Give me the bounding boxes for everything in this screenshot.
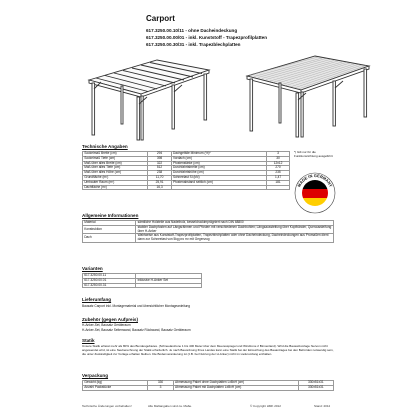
tech-label: Dachfläche (m²) <box>83 185 148 190</box>
model-line-1: 617.3250.00.10/11 - ohne Dacheindeckung <box>146 28 238 33</box>
tech-value: 235 <box>267 171 290 176</box>
variants-table <box>82 273 202 288</box>
tech-table <box>82 151 290 190</box>
materials-label: Material <box>83 221 136 226</box>
accessories-heading: Zubehör (gegen Aufpreis) <box>82 317 138 322</box>
packaging-value: 330 <box>148 381 173 386</box>
tech-label: Pfostenabstand seitlich (cm) <box>171 180 266 185</box>
variant-desc: inklusive H-Anker Set <box>136 278 202 283</box>
materials-label: Dach <box>83 234 136 243</box>
page-title: Carport <box>146 14 175 23</box>
tech-label: Grundfläche (m²) <box>83 175 148 180</box>
tech-value: 30 <box>267 156 290 161</box>
variants-heading: Varianten <box>82 266 103 271</box>
materials-value: sämtliche Holzteile aus Nadelholz, kesseldruckimprägniert nach DIN 68800 <box>136 221 334 226</box>
carport-frame-drawing <box>89 60 209 140</box>
table-row <box>83 283 202 288</box>
tech-value: 3 <box>267 152 290 157</box>
carport-roofed-drawing <box>247 56 369 137</box>
tech-label: Maß über alles Höhe (cm) <box>83 171 148 176</box>
tech-value: 294 <box>148 152 171 157</box>
packaging-value: 3 <box>148 385 173 390</box>
made-in-germany-seal-icon <box>294 172 336 214</box>
accessories-text-2: H-Anker-Set, Bausatz Seitenwand, Bausatz Rückwand, Bausatz Geräteraum <box>82 328 191 332</box>
tech-label: Maß über alles Breite (cm) <box>83 161 148 166</box>
variant-code: 617.3250.00.11 <box>83 274 136 279</box>
carport-drawings <box>79 52 379 142</box>
statics-heading: Statik <box>82 338 95 343</box>
tech-label: Maß über alles Tiefe (cm) <box>83 166 148 171</box>
packaging-label: Abmessung Paket ohne Dachplatten LxBxH (cm) <box>173 381 298 386</box>
materials-label: Konstruktion <box>83 225 136 234</box>
packaging-heading: Verpackung <box>82 373 109 378</box>
tech-label: Durchfahrtshöhe (cm) <box>171 171 266 176</box>
table-row <box>83 185 290 190</box>
delivery-text: Bausatz Carport inkl. Montagematerial und übersichtlicher Montageanleitung <box>82 304 191 308</box>
tech-value: 512 <box>148 166 171 171</box>
tech-value <box>267 185 290 190</box>
packaging-label: Abmessung Paket mit Dachplatten LxBxH (cm) <box>173 385 298 390</box>
variant-code: 617.3250.00.31 <box>83 283 136 288</box>
variant-desc <box>136 283 202 288</box>
tech-label: Pfostenstärke (cm) <box>171 161 266 166</box>
packaging-label: Anzahl Packstücke <box>83 385 148 390</box>
tech-label <box>171 185 266 190</box>
footer-dimensions-note: Alle Maßangaben sind ca. Maße. <box>148 404 193 408</box>
footer-copyright: © Copyright HMK 2012 <box>250 404 281 408</box>
tech-value: 12x12 <box>267 161 290 166</box>
materials-value: Wahlweise aus Kunststoff-Trapezprofilplatten, Trapezblechplatten oder ohne Dacheindeckung, Dacheindeckungen aus Promaßen dient dann zur Schneelast von 5kg pro m² mit Gegenzug <box>136 234 334 243</box>
tech-value: 11,70 <box>148 175 171 180</box>
materials-table <box>82 220 334 243</box>
table-row <box>83 385 334 390</box>
tech-value: 398 <box>148 156 171 161</box>
table-row <box>83 234 334 243</box>
model-line-3: 617.3250.00.30/31 - inkl. Trapezblechplatten <box>146 42 241 47</box>
model-line-2: 617.3250.00.00/01 - inkl. Kunststoff - Trapezprofilplatten <box>146 35 268 40</box>
tech-value: 181 <box>267 180 290 185</box>
accessories-text-1: H-Anker-Set, Bausatz Geräteraum <box>82 323 131 327</box>
seal-text: MADE IN GERMANY <box>296 172 334 188</box>
delivery-heading: Lieferumfang <box>82 297 112 302</box>
tech-label: Schneelast SI (kN) <box>171 175 266 180</box>
tech-value: 25,91 <box>148 180 171 185</box>
tech-value: 16,3 <box>148 185 171 190</box>
tech-label: Sockelmaß Breite (cm) <box>83 152 148 157</box>
tech-heading: Technische Angaben <box>82 144 128 149</box>
tech-note: *) Gilt nur für die Funktionsrichtung ausgeführt <box>294 150 333 158</box>
tech-label: Sockelmaß Tiefe (cm) <box>83 156 148 161</box>
tech-label: Vordach (cm) <box>171 156 266 161</box>
packaging-label: Gewicht (kg) <box>83 381 148 386</box>
materials-heading: Allgemeine Informationen <box>82 213 139 218</box>
model-list <box>146 27 267 48</box>
packaging-table <box>82 380 334 391</box>
footer-disclaimer: Technische Änderungen vorbehalten! <box>82 404 132 408</box>
tech-value: 1,47 <box>267 175 290 180</box>
packaging-value: 330x51x31 <box>298 385 333 390</box>
tech-label: Umbauter Raum (m³) <box>83 180 148 185</box>
footer-date: Stand: 2012 <box>314 404 331 408</box>
tech-value: 238 <box>148 171 171 176</box>
tech-label: Durchfahrtsbreite (cm) <box>171 166 266 171</box>
tech-value: 322 <box>148 161 171 166</box>
materials-value: stabiler Dachpfosten auf Längsrähmen und Pfosten mit verschiedenen Dachbohlen; Längsaussteifung über Kopfbänder, Queraussteifung über H-Anker <box>136 225 334 234</box>
packaging-value: 330x51x31 <box>298 381 333 386</box>
tech-value: 270 <box>267 166 290 171</box>
variant-code: 617.3250.00.01 <box>83 278 136 283</box>
statics-text: Unsere Statik erfasst mehr als 80% des Bundesgebietes. (Schneelastzone 1 bis 400 Meter über dem Meeresspiegel und Windzone 2 Binnenland). Wird die Bausatzvorlage hiervon nicht angewendet wird, ist eine Neuberechnung der Statik erforderlich. Je nach Bauordnung Ihres Landes kann eine Statik bei der Einreichung des Bauantrages bei den Behörden notwendig sein, die unter Zuständigkeit zur Vorlage erhalten bleiben. Die Bodenverankerung ist (z.B. bei Nutzung der H-Anker) nicht im Lieferumfang enthalten. <box>82 344 334 356</box>
tech-label: Dachgefälle Minimum (%)* <box>171 152 266 157</box>
